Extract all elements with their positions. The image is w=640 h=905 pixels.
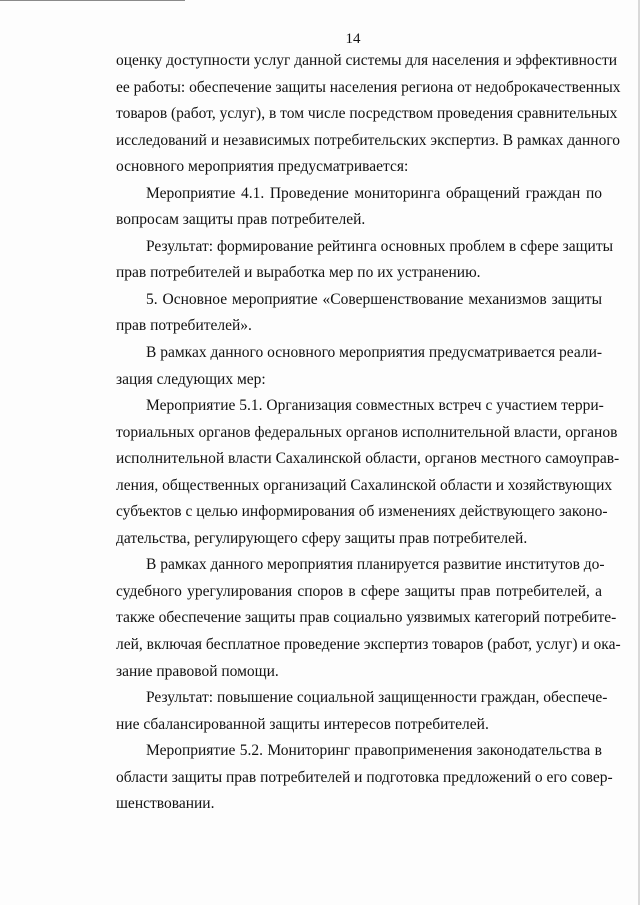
text-line: товаров (работ, услуг), в том числе посредством проведения сравнительных [116, 105, 618, 123]
text-line: шенствовании. [116, 795, 215, 813]
scan-edge-top [0, 0, 185, 1]
text-line: субъектов с целью информирования об изменениях действующего законо- [116, 503, 608, 521]
text-line: ториальных органов федеральных органов исполнительной власти, органов [116, 423, 618, 441]
text-line: ления, общественных организаций Сахалинской области и хозяйствующих [116, 476, 613, 494]
text-line: зация следующих мер: [116, 370, 266, 388]
paragraph [116, 340, 602, 393]
text-line: прав потребителей и выработка мер по их устранению. [116, 264, 481, 282]
text-line: также обеспечение защиты прав социально уязвимых категорий потребите- [116, 609, 617, 627]
body-text [116, 48, 621, 818]
text-line: оценку доступности услуг данной системы для населения и эффективности [116, 52, 618, 69]
text-line: ее работы: обеспечение защиты населения региона от недоброкачественных [116, 78, 621, 96]
text-line: 5. Основное мероприятие «Совершенствование механизмов защиты [146, 290, 602, 308]
text-line: области защиты прав потребителей и подготовка предложений о его совер- [116, 768, 613, 786]
paragraph [116, 181, 602, 234]
text-line: Результат: формирование рейтинга основных проблем в сфере защиты [146, 237, 614, 255]
text-line: Мероприятие 4.1. Проведение мониторинга обращений граждан по [146, 184, 602, 202]
text-line: В рамках данного мероприятия планируется развитие институтов до- [146, 556, 605, 574]
paragraph [116, 685, 608, 738]
page-number: 14 [345, 31, 361, 47]
text-line: исследований и независимых потребительских экспертиз. В рамках данного [116, 131, 621, 149]
text-line: Результат: повышение социальной защищенности граждан, обеспече- [146, 689, 608, 707]
paragraph [116, 48, 621, 181]
text-line: ние сбалансированной защиты интересов потребителей. [116, 715, 489, 733]
text-line: судебного урегулирования споров в сфере защиты прав потребителей, а [116, 582, 602, 600]
text-line: исполнительной власти Сахалинской области, органов местного самоуправ- [116, 450, 620, 468]
text-line: дательства, регулирующего сферу защиты прав потребителей. [116, 529, 528, 547]
text-line: лей, включая бесплатное проведение экспертиз товаров (работ, услуг) и ока- [116, 636, 621, 654]
paragraph [116, 287, 602, 340]
text-line: прав потребителей». [116, 317, 252, 335]
text-line: В рамках данного основного мероприятия предусматривается реали- [146, 344, 603, 362]
paragraph [116, 738, 613, 818]
text-line: Мероприятие 5.2. Мониторинг правоприменения законодательства в [146, 742, 602, 760]
paragraph [116, 234, 614, 287]
paragraph [116, 552, 621, 685]
text-line: Мероприятие 5.1. Организация совместных встреч с участием терри- [146, 397, 604, 415]
text-line: основного мероприятия предусматривается: [116, 158, 409, 176]
paragraph [116, 393, 620, 552]
text-line: зание правовой помощи. [116, 662, 279, 680]
text-line: вопросам защиты прав потребителей. [116, 211, 366, 229]
